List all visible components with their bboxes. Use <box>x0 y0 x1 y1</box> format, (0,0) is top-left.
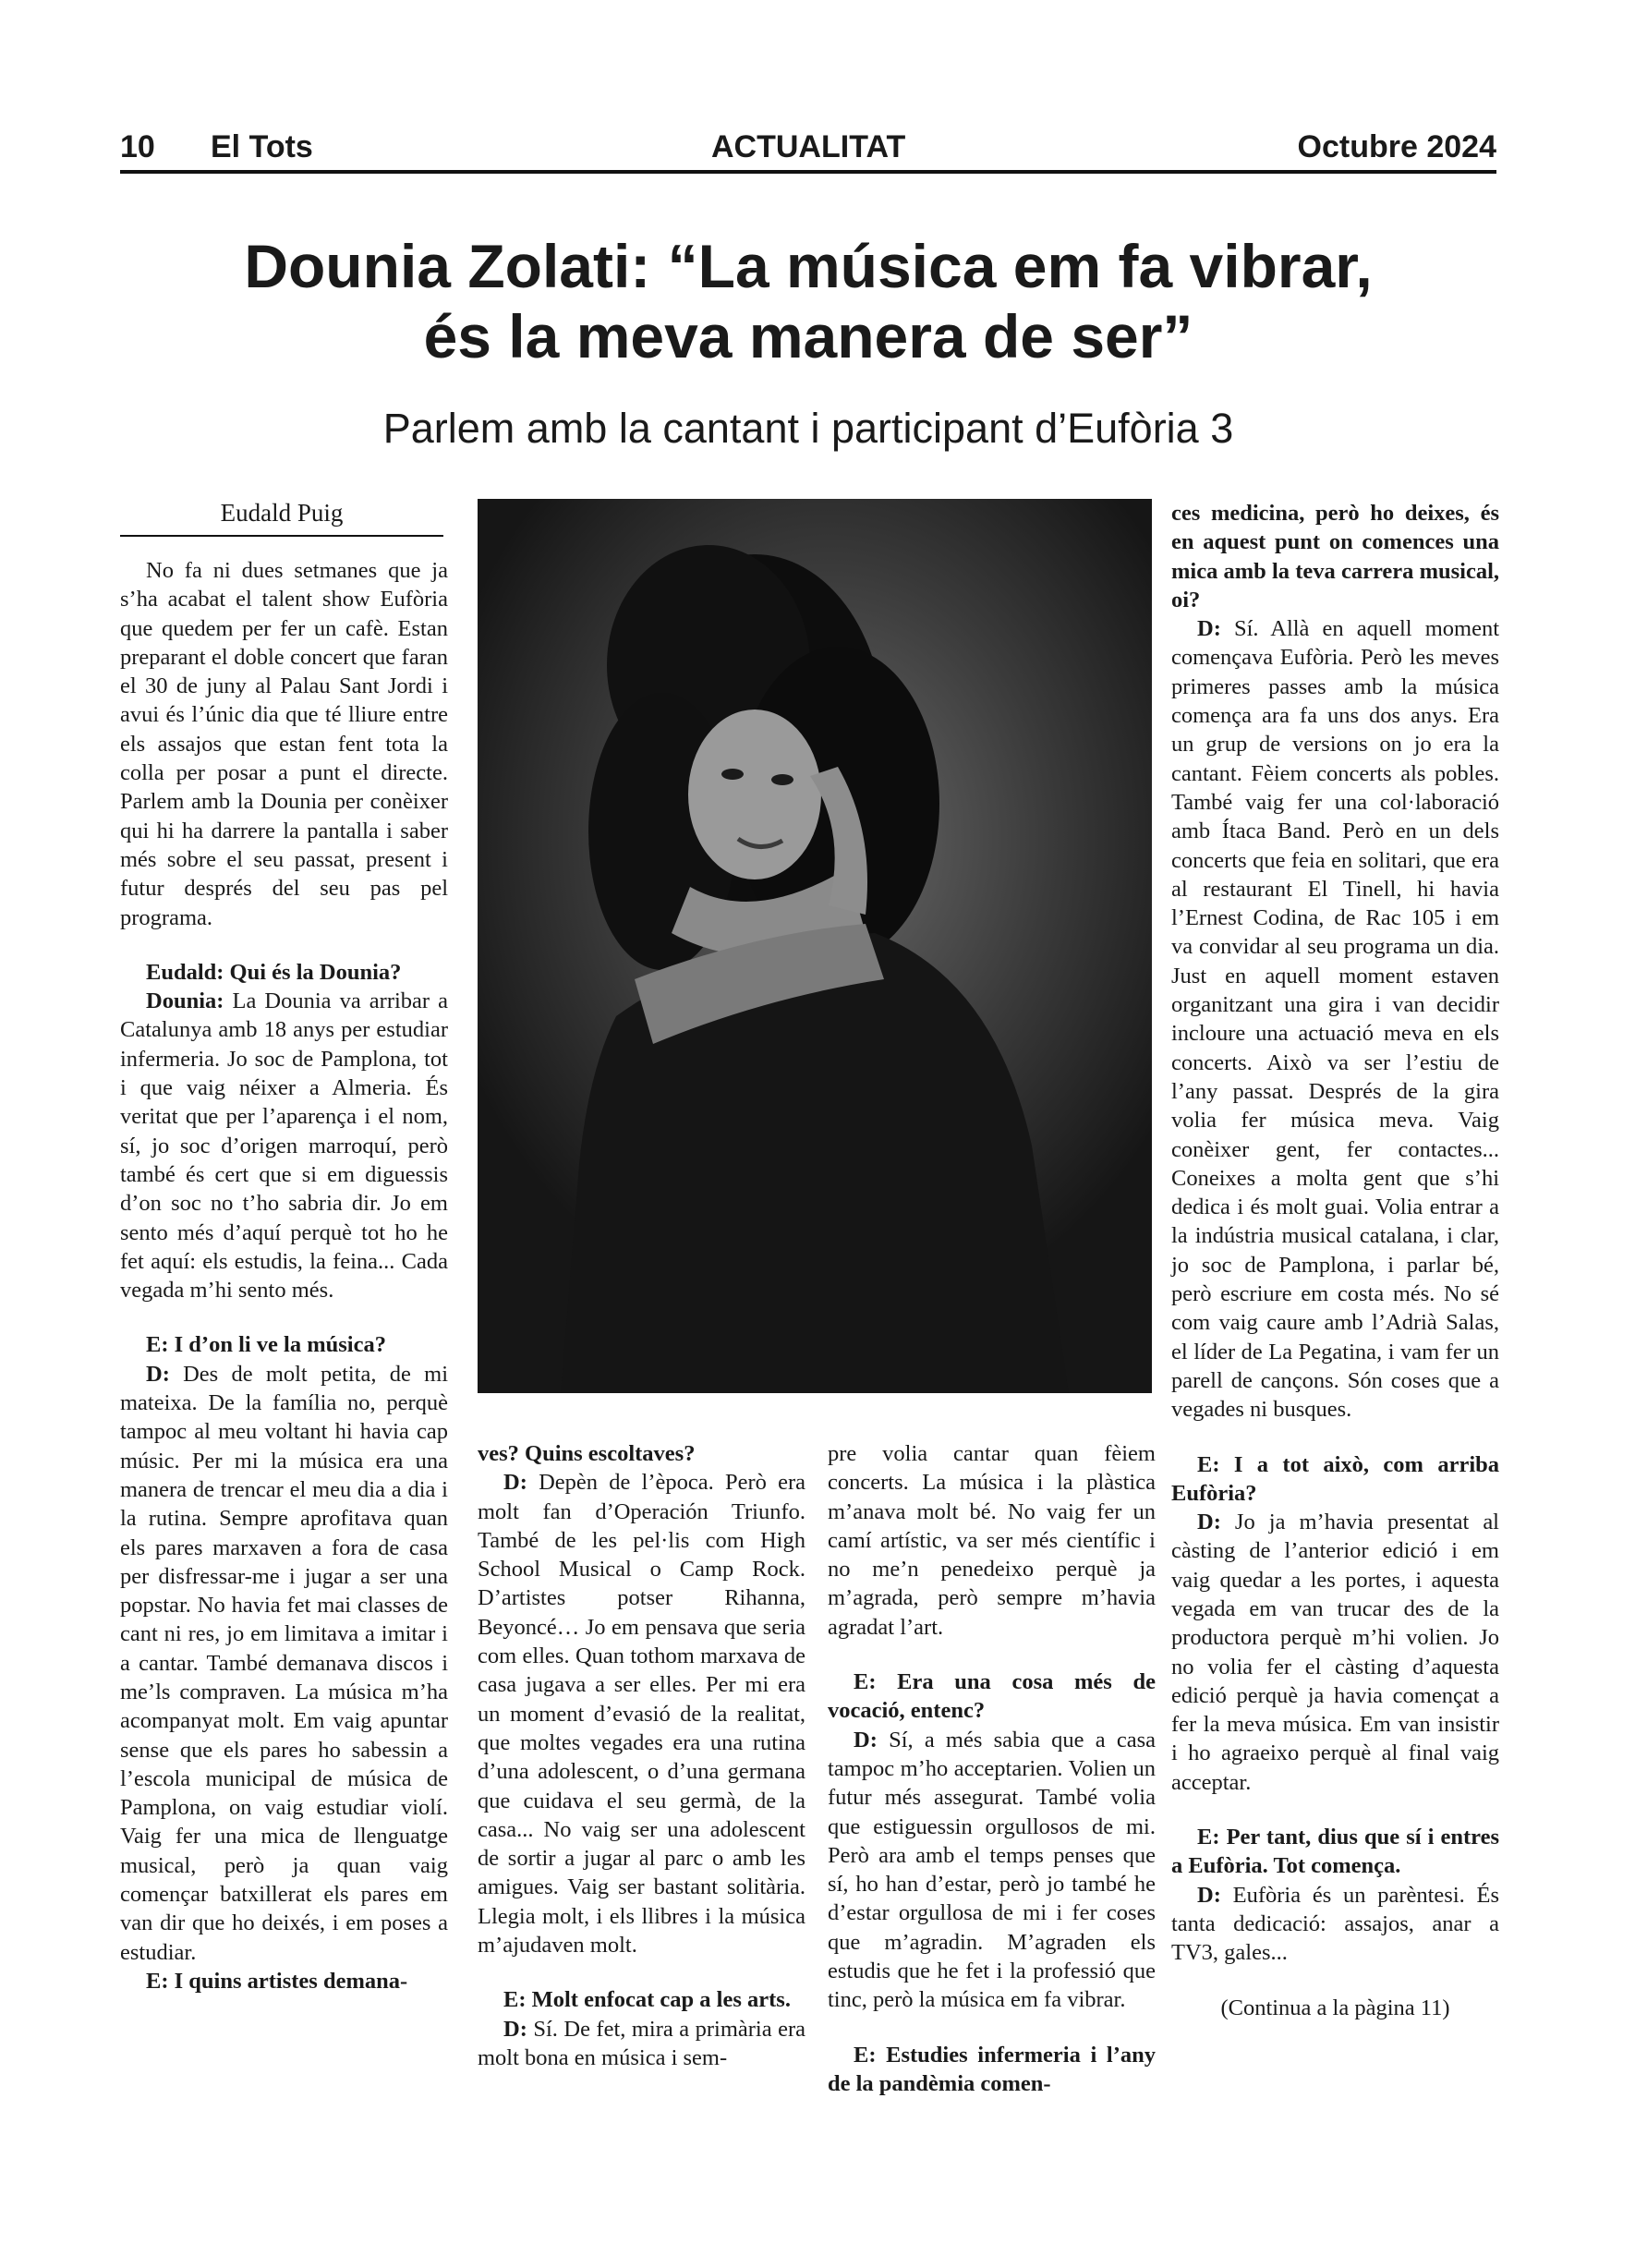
answer-text: Eufòria és un parèntesi. És tanta dedicació: assajos, anar a TV3, gales... <box>1171 1882 1499 1966</box>
speaker-label: Dounia: <box>146 988 224 1014</box>
headline-line-2: és la meva manera de ser” <box>423 302 1193 370</box>
headline <box>120 231 1496 371</box>
speaker-label: D: <box>1197 1882 1221 1908</box>
question: E: I quins artistes demana- <box>146 1968 408 1994</box>
answer-continued: pre volia cantar quan fèiem concerts. La música i la plàstica m’anava molt bé. No vaig fer un camí artístic, va ser més científic i no me’n penedeixo perquè ja m’agrada, però sempre m’havia agradat l’art. <box>828 1441 1156 1640</box>
answer-text: Jo ja m’havia presentat al càsting de l’anterior edició i em vaig quedar a les portes, i aquesta vegada em van trucar des de la productora perquè m’hi volien. Jo no volia fer el càsting d’aquesta edició perquè ja havia començat a fer la meva música. Em van insistir i ho agraeixo perquè al final vaig acceptar. <box>1171 1510 1499 1795</box>
answer-text: Depèn de l’època. Però era molt fan d’Operación Triunfo. També de les pel·lis com High School Musical o Camp Rock. D’artistes potser Rihanna, Beyoncé… Jo em pensava que seria com elles. Quan tothom marxava de casa jugava a ser elles. Per mi era un moment d’evasió de la realitat, que moltes vegades era una rutina d’una adolescent, o d’una germana que cuidava el seu germà, de la casa... No vaig ser una adolescent de sortir a jugar al parc o amb les amigues. Vaig ser bastant solitària. Llegia molt, i els llibres i la música m’ajudaven molt. <box>478 1470 805 1959</box>
portrait-photo <box>478 499 1152 1393</box>
column-4 <box>1171 499 1499 2022</box>
speaker-label: D: <box>1197 616 1221 642</box>
speaker-label: D: <box>854 1727 878 1753</box>
answer-text: Sí. Allà en aquell moment començava Eufòria. Però les meves primeres passes amb la música comença ara fa uns dos anys. Era un grup de versions on jo era la cantant. Fèiem concerts als pobles. També vaig fer una col·laboració amb Ítaca Band. Però en un dels concerts que feia en solitari, que era al restaurant El Tinell, hi havia l’Ernest Codina, de Rac 105 i em va convidar al seu programa un dia. Just en aquell moment estaven organitzant una gira i van decidir incloure una actuació meva en els concerts. Això va ser l’estiu de l’any passat. Després de la gira volia fer música meva. Vaig conèixer gent, fer contactes... Coneixes a molta gent que s’hi dedica i és molt guai. Volia entrar a la indústria musical catalana, i clar, jo soc de Pamplona, i parlar bé, però escriure em costa més. No sé com vaig caure amb l’Adrià Salas, el líder de La Pegatina, i vam fer un parell de cançons. Són coses que a vegades ni busques. <box>1171 616 1499 1423</box>
answer <box>478 2015 805 2073</box>
portrait-illustration <box>478 499 1152 1393</box>
question: E: Per tant, dius que sí i entres a Eufòria. Tot comença. <box>1171 1825 1499 1879</box>
column-2 <box>478 1439 805 2072</box>
publication-name: El Tots <box>211 129 313 164</box>
question: ves? Quins escoltaves? <box>478 1441 696 1466</box>
masthead <box>120 127 1496 174</box>
question: ces medicina, però ho deixes, és en aquest punt on comences una mica amb la teva carrera musical, oi? <box>1171 501 1499 612</box>
answer-text: Sí. De fet, mira a primària era molt bona en música i sem- <box>478 2016 805 2070</box>
answer <box>120 987 448 1304</box>
column-3 <box>828 1439 1156 2098</box>
byline: Eudald Puig <box>120 499 443 537</box>
column-1 <box>120 556 448 1995</box>
answer <box>478 1468 805 1959</box>
answer-text: Des de molt petita, de mi mateixa. De la família no, perquè tampoc al meu voltant hi havia cap músic. Per mi la música era una manera de trencar el meu dia a dia i la rutina. Sempre aprofitava quan els pares marxaven a fora de casa per disfressar-me i jugar a ser una popstar. No havia fet mai classes de cant ni res, jo em limitava a imitar i a cantar. També demanava discos i me’ls compraven. La música m’ha acompanyat molt. Em vaig apuntar sense que els pares ho sabessin a l’escola municipal de música de Pamplona, on vaig estudiar violí. Vaig fer una mica de llenguatge musical, però ja quan vaig començar batxillerat els pares em van dir que ho deixés, i em poses a estudiar. <box>120 1361 448 1965</box>
question: Eudald: Qui és la Dounia? <box>146 959 402 985</box>
intro-paragraph: No fa ni dues setmanes que ja s’ha acabat el talent show Eufòria que quedem per fer un cafè. Estan preparant el doble concert que faran el 30 de juny al Palau Sant Jordi i avui és l’únic dia que té lliure entre els assajos que estan fent tota la colla per posar a punt el directe. Parlem amb la Dounia per conèixer qui hi ha darrere la pantalla i saber més sobre el seu passat, present i futur després del seu pas pel programa. <box>120 558 448 930</box>
answer <box>120 1360 448 1967</box>
continued-note: (Continua a la pàgina 11) <box>1220 1995 1450 2020</box>
question: E: Estudies infermeria i l’any de la pandèmia comen- <box>828 2042 1156 2096</box>
page-number: 10 <box>120 129 155 164</box>
answer <box>1171 614 1499 1424</box>
speaker-label: D: <box>503 2016 527 2042</box>
answer-text: Sí, a més sabia que a casa tampoc m’ho acceptarien. Volien un futur més assegurat. També volia que estiguessin orgullosos de mi. Però ara amb el temps penses que sí, ho han d’estar, però jo també he d’estar orgullosa de mi i fer coses que m’agradin. M’agraden els estudis que he fet i la professió que tinc, però la música em fa vibrar. <box>828 1727 1156 2013</box>
question: E: I d’on li ve la música? <box>146 1332 386 1358</box>
question: E: Molt enfocat cap a les arts. <box>503 1987 791 2013</box>
issue-date: Octubre 2024 <box>1297 129 1496 164</box>
question: E: Era una cosa més de vocació, entenc? <box>828 1669 1156 1724</box>
headline-line-1: Dounia Zolati: “La música em fa vibrar, <box>244 232 1373 300</box>
question: E: I a tot això, com arriba Eufòria? <box>1171 1451 1499 1506</box>
section-name: ACTUALITAT <box>711 129 906 164</box>
answer <box>828 1726 1156 2015</box>
answer <box>1171 1881 1499 1968</box>
answer-text: La Dounia va arribar a Catalunya amb 18 anys per estudiar infermeria. Jo soc de Pamplona, tot i que vaig néixer a Almeria. És veritat que per l’aparença i el nom, sí, jo soc d’origen marroquí, però també és cert que si em diguessis d’on soc no t’ho sabria dir. Jo em sento més d’aquí perquè tot ho he fet aquí: els estudis, la feina... Cada vegada m’hi sento més. <box>120 988 449 1304</box>
speaker-label: D: <box>1197 1510 1221 1535</box>
speaker-label: D: <box>503 1470 527 1496</box>
subheadline: Parlem amb la cantant i participant d’Eufòria 3 <box>382 405 1234 452</box>
answer <box>1171 1508 1499 1797</box>
speaker-label: D: <box>146 1361 170 1387</box>
